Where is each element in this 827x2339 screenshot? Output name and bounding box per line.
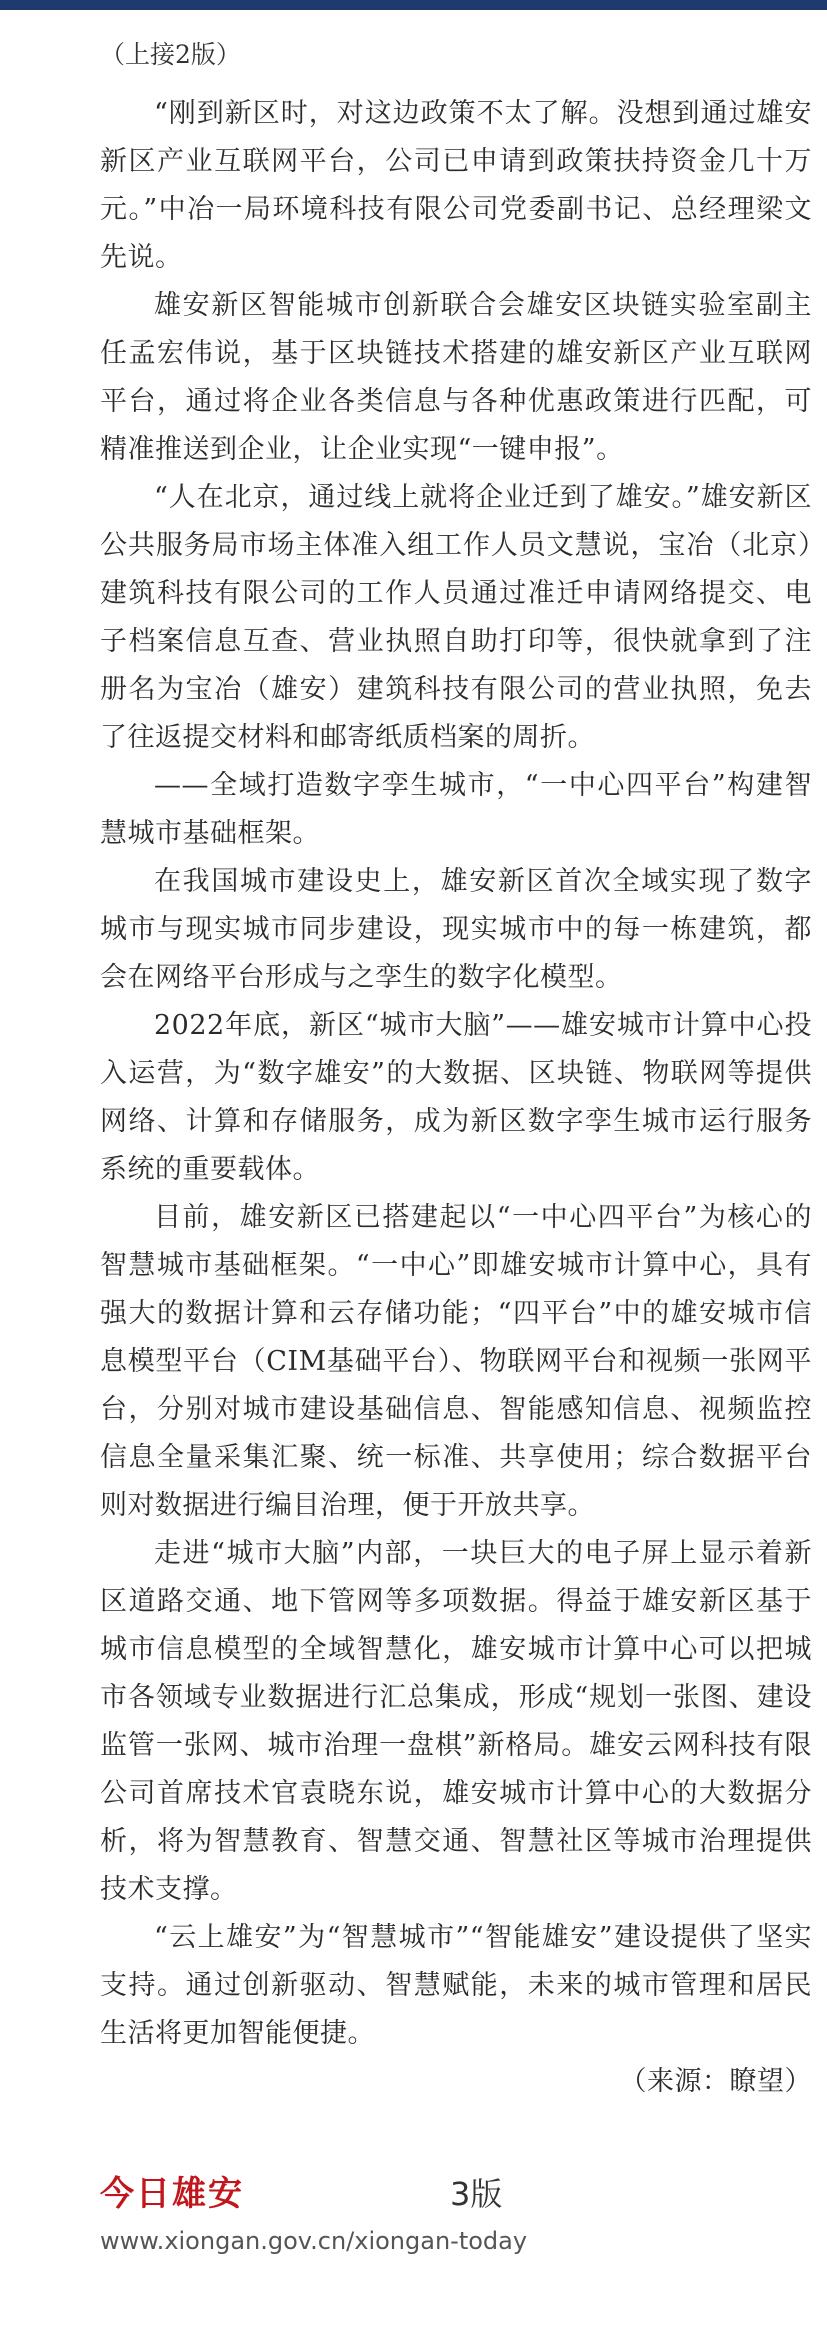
newspaper-logo: 今日雄安: [100, 2174, 244, 2214]
article-source: （来源：瞭望）: [619, 2066, 812, 2097]
top-color-bar: [0, 0, 827, 10]
article-paragraph: 走进“城市大脑”内部，一块巨大的电子屏上显示着新区道路交通、地下管网等多项数据。得益于雄安新区基于城市信息模型的全域智慧化，雄安城市计算中心可以把城市各领域专业数据进行汇总集成，形成“规划一张图、建设监管一张网、城市治理一盘棋”新格局。雄安云网科技有限公司首席技术官袁晓东说，雄安城市计算中心的大数据分析，将为智慧教育、智慧交通、智慧社区等城市治理提供技术支撑。: [100, 1538, 812, 1905]
article-paragraph: 在我国城市建设史上，雄安新区首次全域实现了数字城市与现实城市同步建设，现实城市中的每一栋建筑，都会在网络平台形成与之孪生的数字化模型。: [100, 866, 812, 993]
continued-from-note: （上接2版）: [100, 40, 241, 69]
section-subheading: ——全域打造数字孪生城市，“一中心四平台”构建智慧城市基础框架。: [100, 770, 812, 849]
article-body: [100, 90, 812, 2106]
article-paragraph: “人在北京，通过线上就将企业迁到了雄安。”雄安新区公共服务局市场主体准入组工作人员文慧说，宝冶（北京）建筑科技有限公司的工作人员通过准迁申请网络提交、电子档案信息互查、营业执照自助打印等，很快就拿到了注册名为宝冶（雄安）建筑科技有限公司的营业执照，免去了往返提交材料和邮寄纸质档案的周折。: [100, 482, 812, 753]
article-paragraph: 2022年底，新区“城市大脑”——雄安城市计算中心投入运营，为“数字雄安”的大数据、区块链、物联网等提供网络、计算和存储服务，成为新区数字孪生城市运行服务系统的重要载体。: [100, 1010, 812, 1185]
page-number: 3版: [450, 2175, 503, 2213]
article-paragraph: “刚到新区时，对这边政策不太了解。没想到通过雄安新区产业互联网平台，公司已申请到政策扶持资金几十万元。”中冶一局环境科技有限公司党委副书记、总经理梁文先说。: [100, 98, 812, 273]
article-paragraph: 雄安新区智能城市创新联合会雄安区块链实验室副主任孟宏伟说，基于区块链技术搭建的雄安新区产业互联网平台，通过将企业各类信息与各种优惠政策进行匹配，可精准推送到企业，让企业实现“一键申报”。: [100, 290, 812, 465]
website-url[interactable]: www.xiongan.gov.cn/xiongan-today: [100, 2227, 528, 2255]
article-paragraph: 目前，雄安新区已搭建起以“一中心四平台”为核心的智慧城市基础框架。“一中心”即雄安城市计算中心，具有强大的数据计算和云存储功能；“四平台”中的雄安城市信息模型平台（CIM基础平台）、物联网平台和视频一张网平台，分别对城市建设基础信息、智能感知信息、视频监控信息全量采集汇聚、统一标准、共享使用；综合数据平台则对数据进行编目治理，便于开放共享。: [100, 1202, 812, 1521]
article-paragraph: “云上雄安”为“智慧城市”“智能雄安”建设提供了坚实支持。通过创新驱动、智慧赋能，未来的城市管理和居民生活将更加智能便捷。: [100, 1922, 812, 2049]
